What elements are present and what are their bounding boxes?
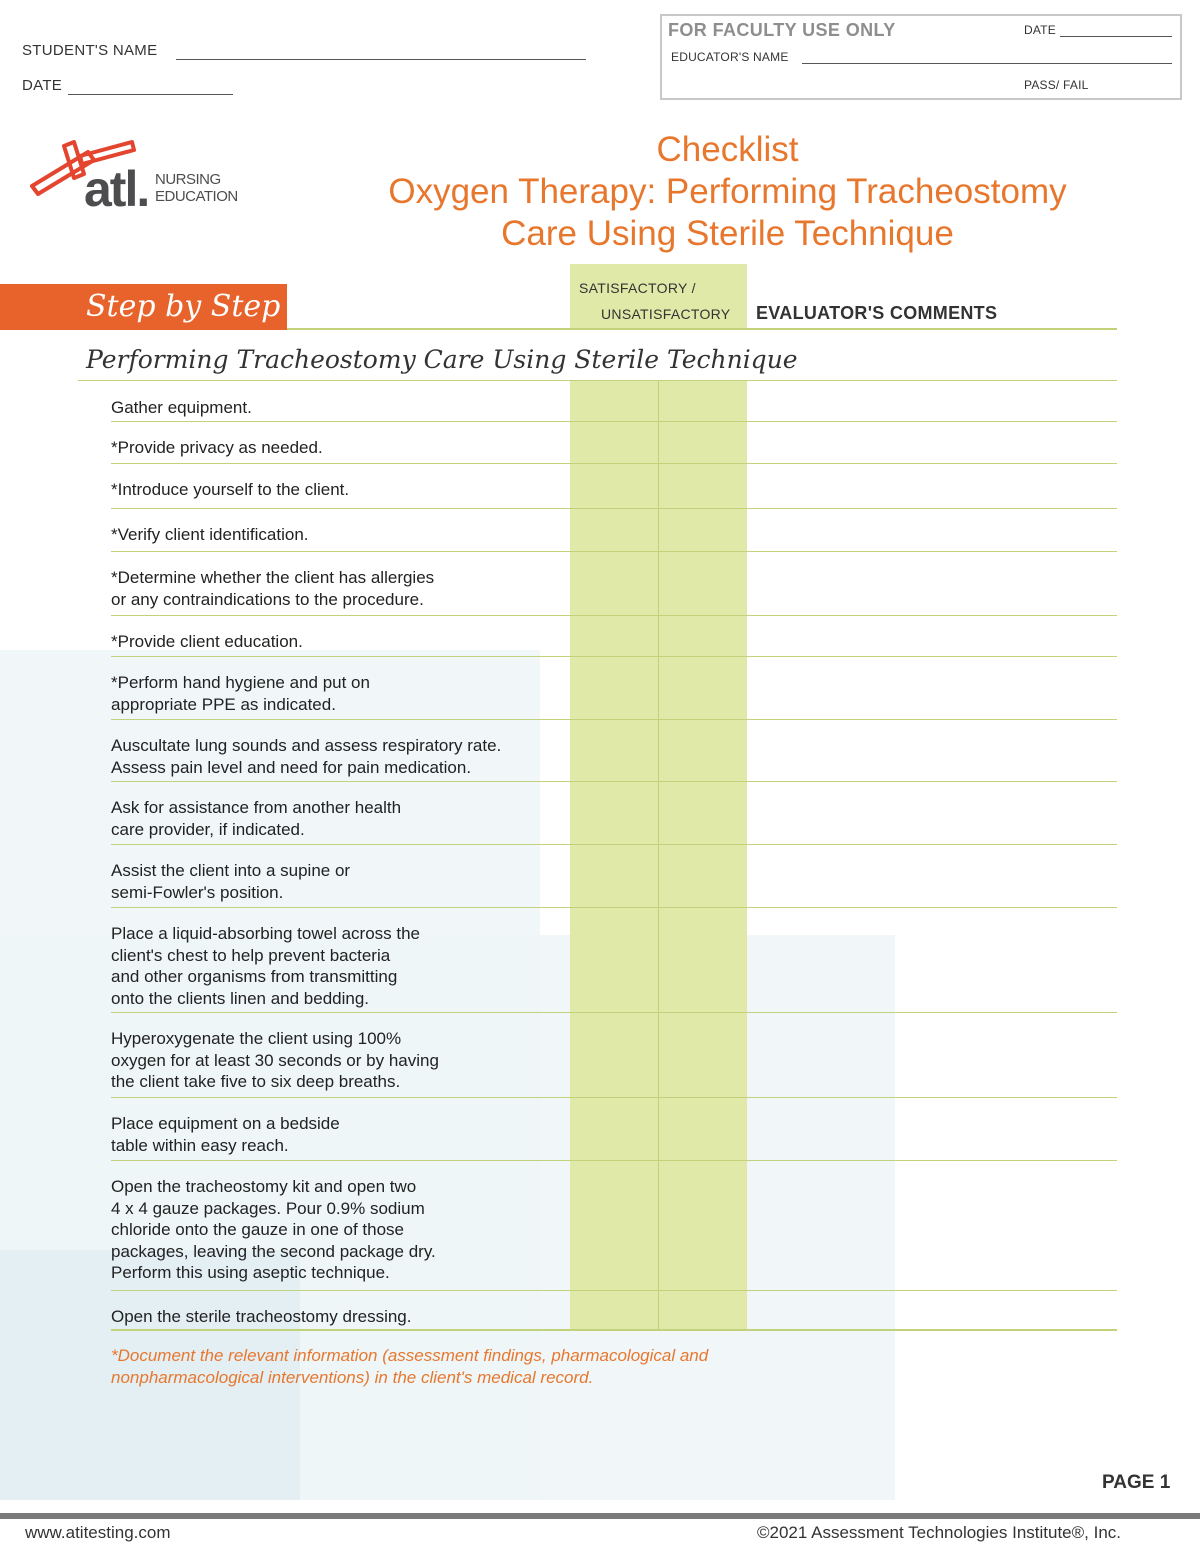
- satisfactory-cell[interactable]: [570, 551, 658, 615]
- step-text: Place a liquid-absorbing towel across the client's chest to help prevent bacteria and other organisms from transmitting onto the clients linen and bedding.: [111, 924, 421, 1008]
- satisfactory-cell[interactable]: [570, 381, 658, 421]
- satisfactory-cell[interactable]: [570, 1097, 658, 1160]
- satisfactory-cell[interactable]: [570, 615, 658, 656]
- step-text: Place equipment on a bedside table within easy reach.: [111, 1114, 340, 1155]
- logo-sub-nursing: NURSING: [155, 171, 221, 188]
- satisfactory-cell[interactable]: [570, 421, 658, 463]
- comments-cell[interactable]: [748, 551, 1117, 615]
- satisfactory-cell[interactable]: [570, 1012, 658, 1097]
- educator-name-field[interactable]: [802, 62, 1172, 64]
- comments-cell[interactable]: [748, 1012, 1117, 1097]
- step-text: Open the tracheostomy kit and open two 4 x 4 gauze packages. Pour 0.9% sodium chloride onto the gauze in one of those packages, leaving the second package dry. Perform this using aseptic technique.: [111, 1177, 436, 1282]
- section-title: Performing Tracheostomy Care Using Sterile Technique: [86, 345, 798, 374]
- comments-cell[interactable]: [748, 1160, 1117, 1290]
- footer-url[interactable]: www.atitesting.com: [25, 1523, 171, 1542]
- comments-cell[interactable]: [748, 421, 1117, 463]
- unsatisfactory-cell[interactable]: [659, 1097, 747, 1160]
- satisfactory-cell[interactable]: [570, 907, 658, 1012]
- educator-name-label: EDUCATOR'S NAME: [671, 50, 789, 64]
- footer-copyright: ©2021 Assessment Technologies Institute®, Inc.: [757, 1523, 1121, 1542]
- unsatisfactory-cell[interactable]: [659, 1012, 747, 1097]
- step-text: Ask for assistance from another health care provider, if indicated.: [111, 798, 402, 839]
- step-text: Gather equipment.: [111, 398, 252, 417]
- logo-sub-education: EDUCATION: [155, 188, 238, 205]
- step-text: Assist the client into a supine or semi-Fowler's position.: [111, 861, 351, 902]
- comments-cell[interactable]: [748, 907, 1117, 1012]
- page-title: [330, 129, 1125, 255]
- date-field[interactable]: [68, 93, 233, 95]
- note-line-1: *Document the relevant information (assessment findings, pharmacological and: [111, 1346, 709, 1365]
- date-label: DATE: [22, 77, 63, 94]
- comments-cell[interactable]: [748, 508, 1117, 551]
- comments-cell[interactable]: [748, 615, 1117, 656]
- comments-cell[interactable]: [748, 719, 1117, 781]
- title-line-2: Oxygen Therapy: Performing Tracheostomy: [388, 172, 1067, 211]
- step-text: *Provide client education.: [111, 632, 303, 651]
- unsatisfactory-cell[interactable]: [659, 844, 747, 907]
- faculty-date-label: DATE: [1024, 23, 1056, 37]
- step-by-step-banner: Step by Step: [0, 284, 287, 330]
- unsatisfactory-cell[interactable]: [659, 615, 747, 656]
- unsatisfactory-cell[interactable]: [659, 719, 747, 781]
- student-name-field[interactable]: [176, 58, 586, 60]
- faculty-date-field[interactable]: [1060, 35, 1172, 37]
- satisfactory-cell[interactable]: [570, 508, 658, 551]
- step-text: *Perform hand hygiene and put on appropriate PPE as indicated.: [111, 673, 370, 714]
- header-rule: [287, 328, 1117, 330]
- satisfactory-cell[interactable]: [570, 719, 658, 781]
- logo-mark: atl.: [84, 161, 149, 217]
- evaluator-comments-header: EVALUATOR'S COMMENTS: [756, 303, 998, 323]
- step-text: Open the sterile tracheostomy dressing.: [111, 1307, 412, 1326]
- faculty-title: FOR FACULTY USE ONLY: [668, 20, 896, 40]
- comments-cell[interactable]: [748, 656, 1117, 719]
- comments-cell[interactable]: [748, 1097, 1117, 1160]
- satisfactory-cell[interactable]: [570, 1290, 658, 1329]
- unsatisfactory-cell[interactable]: [659, 1290, 747, 1329]
- unsatisfactory-cell[interactable]: [659, 907, 747, 1012]
- unsatisfactory-cell[interactable]: [659, 381, 747, 421]
- sat-header-line1: SATISFACTORY /: [579, 280, 696, 296]
- title-line-3: Care Using Sterile Technique: [501, 214, 954, 253]
- unsatisfactory-cell[interactable]: [659, 1160, 747, 1290]
- unsatisfactory-cell[interactable]: [659, 463, 747, 508]
- note-line-2: nonpharmacological interventions) in the client's medical record.: [111, 1368, 594, 1387]
- step-text: *Provide privacy as needed.: [111, 438, 323, 457]
- pass-fail-label: PASS/ FAIL: [1024, 78, 1089, 92]
- footer-bar: [0, 1513, 1200, 1519]
- step-text: *Determine whether the client has allergies or any contraindications to the procedure.: [111, 568, 435, 609]
- comments-cell[interactable]: [748, 781, 1117, 844]
- sat-header-line2: UNSATISFACTORY: [601, 306, 731, 322]
- title-line-1: Checklist: [656, 130, 799, 169]
- step-text: Hyperoxygenate the client using 100% oxygen for at least 30 seconds or by having the client take five to six deep breaths.: [111, 1029, 439, 1091]
- comments-cell[interactable]: [748, 844, 1117, 907]
- unsatisfactory-cell[interactable]: [659, 421, 747, 463]
- unsatisfactory-cell[interactable]: [659, 781, 747, 844]
- unsatisfactory-cell[interactable]: [659, 656, 747, 719]
- satisfactory-cell[interactable]: [570, 781, 658, 844]
- unsatisfactory-cell[interactable]: [659, 508, 747, 551]
- step-text: Auscultate lung sounds and assess respiratory rate. Assess pain level and need for pain medication.: [111, 736, 502, 777]
- comments-cell[interactable]: [748, 463, 1117, 508]
- step-text: *Introduce yourself to the client.: [111, 480, 350, 499]
- row-divider: [111, 1329, 1117, 1331]
- documentation-note: [111, 1345, 708, 1389]
- comments-cell[interactable]: [748, 381, 1117, 421]
- student-name-label: STUDENT'S NAME: [22, 42, 158, 59]
- page-number: PAGE 1: [1102, 1472, 1171, 1493]
- unsatisfactory-cell[interactable]: [659, 551, 747, 615]
- satisfactory-cell[interactable]: [570, 463, 658, 508]
- comments-cell[interactable]: [748, 1290, 1117, 1329]
- satisfactory-cell[interactable]: [570, 656, 658, 719]
- step-text: *Verify client identification.: [111, 525, 309, 544]
- satisfactory-cell[interactable]: [570, 1160, 658, 1290]
- satisfactory-cell[interactable]: [570, 844, 658, 907]
